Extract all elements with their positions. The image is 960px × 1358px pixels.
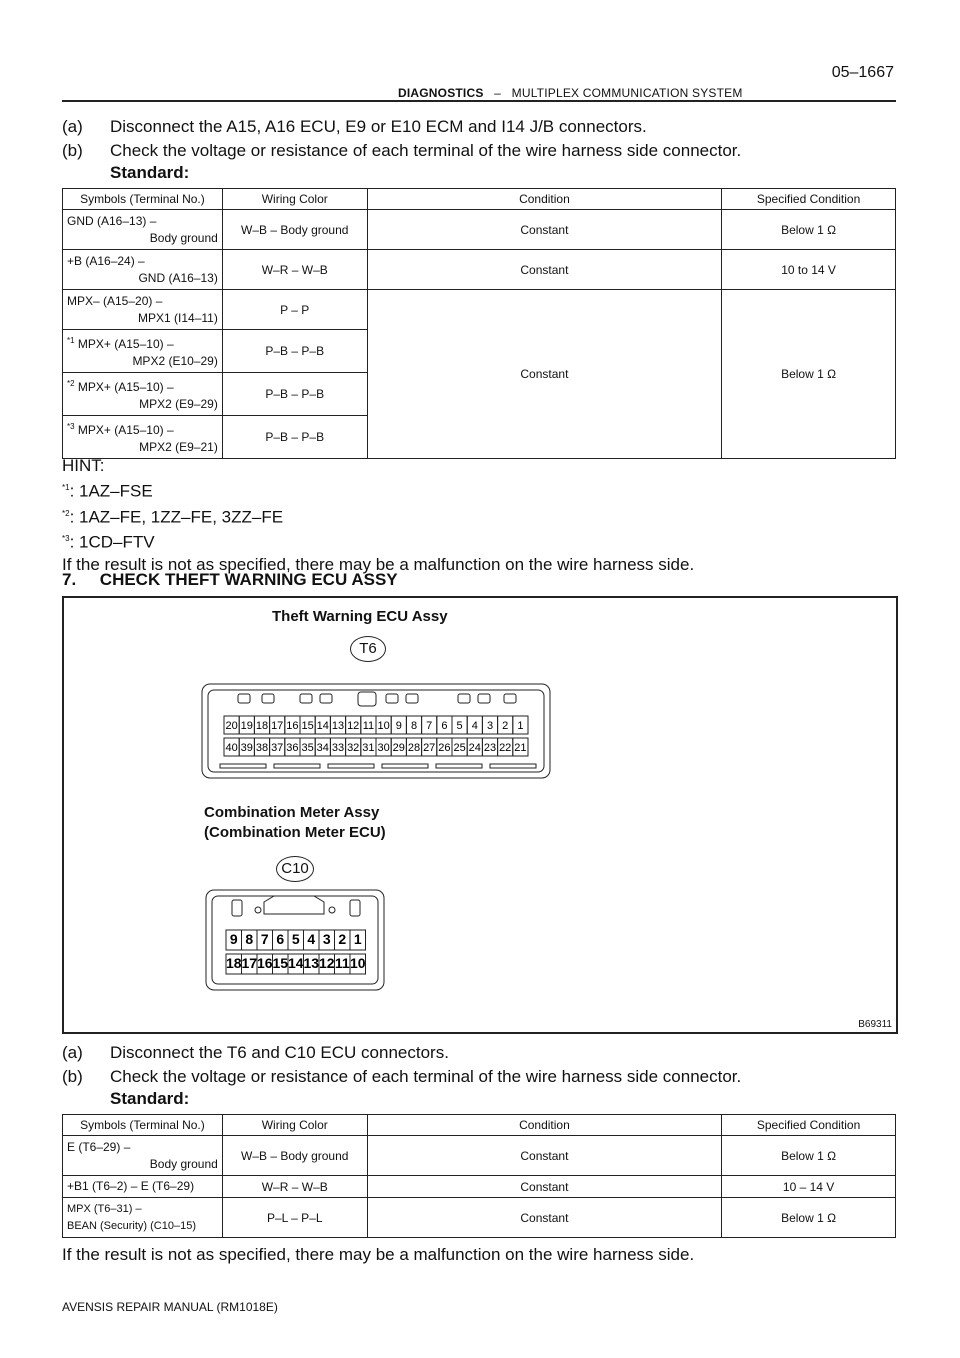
pin-label: 10 [349, 955, 366, 971]
pin-label: 8 [245, 931, 254, 947]
pin-label: 6 [276, 931, 285, 947]
c10-pin-row-bottom [226, 954, 366, 974]
connector-figure [62, 596, 898, 1034]
peg [255, 907, 261, 913]
pin-label: 8 [410, 720, 418, 732]
pin-label: 31 [362, 742, 375, 754]
table-row: MPX– (A15–20) – MPX1 (I14–11) P – P Constant Below 1 Ω [63, 290, 896, 330]
pin-label: 30 [377, 742, 390, 754]
pin-label: 22 [499, 742, 512, 754]
col-spec: Specified Condition [722, 189, 896, 210]
pin-label: 33 [331, 742, 345, 754]
latch-slot [386, 694, 398, 703]
rail [328, 764, 374, 768]
running-header [398, 86, 743, 100]
pin-label: 15 [301, 720, 314, 732]
pin-label: 25 [453, 742, 466, 754]
table-row: +B (A16–24) – GND (A16–13) W–R – W–B Constant 10 to 14 V [63, 250, 896, 290]
pin-label: 23 [483, 742, 497, 754]
footer: AVENSIS REPAIR MANUAL (RM1018E) [62, 1300, 278, 1314]
pin-label: 2 [338, 931, 347, 947]
center-key [358, 692, 376, 706]
pin-label: 26 [438, 742, 451, 754]
pin-label: 40 [225, 742, 238, 754]
c10-connector-drawing [204, 888, 386, 992]
pin-label: 35 [301, 742, 314, 754]
pin-label: 9 [229, 931, 238, 947]
pin-label: 11 [362, 720, 375, 732]
pin-label: 12 [347, 720, 360, 732]
lock-tab [264, 896, 324, 914]
pin-label: 13 [303, 955, 320, 971]
latch-slot [232, 900, 242, 916]
pin-label: 18 [225, 955, 242, 971]
pin-label: 36 [286, 742, 299, 754]
pin-label: 7 [260, 931, 269, 947]
pin-label: 11 [334, 955, 350, 971]
c10-latch [232, 896, 360, 916]
pin-label: 14 [316, 720, 329, 732]
col-symbols: Symbols (Terminal No.) [63, 189, 223, 210]
pin-label: 24 [468, 742, 481, 754]
merged-spec: Below 1 Ω [722, 290, 896, 459]
rail [382, 764, 428, 768]
pin-label: 20 [225, 720, 238, 732]
t6-pin-row-top [224, 716, 528, 734]
step-b2: (b) Check the voltage or resistance of each terminal of the wire harness side connector. [62, 1067, 742, 1086]
pin-label: 39 [240, 742, 253, 754]
latch-slot [504, 694, 516, 703]
standard-label-2: Standard: [110, 1089, 190, 1108]
table-row: GND (A16–13) – Body ground W–B – Body ground Constant Below 1 Ω [63, 210, 896, 250]
header-section: DIAGNOSTICS [398, 86, 484, 100]
hint-note-3: $^{*3}$: 1CD–FTV [62, 532, 155, 552]
pin-label: 6 [441, 720, 448, 732]
pin-label: 17 [241, 955, 258, 971]
step-a2: (a) Disconnect the T6 and C10 ECU connectors. [62, 1043, 449, 1062]
t6-latch-slots [238, 692, 516, 706]
hint-note-2: $^{*2}$: 1AZ–FE, 1ZZ–FE, 3ZZ–FE [62, 507, 284, 527]
latch-slot [350, 900, 360, 916]
step-b1: (b) Check the voltage or resistance of each terminal of the wire harness side connector. [62, 141, 742, 160]
pin-label: 3 [486, 720, 494, 732]
latch-slot [458, 694, 470, 703]
t6-code-badge: T6 [350, 636, 386, 662]
step-a1: (a) Disconnect the A15, A16 ECU, E9 or E10 ECM and I14 J/B connectors. [62, 117, 647, 136]
pin-label: 10 [377, 720, 390, 732]
rail [490, 764, 536, 768]
c10-code-badge: C10 [276, 856, 314, 882]
t6-pin-row-bottom [224, 738, 528, 756]
merged-condition: Constant [367, 290, 722, 459]
col-wiring: Wiring Color [222, 189, 367, 210]
pin-label: 9 [395, 720, 402, 732]
pin-label: 1 [517, 720, 524, 732]
latch-slot [478, 694, 490, 703]
pin-label: 16 [256, 955, 273, 971]
spec-table-2 [62, 1114, 896, 1238]
step-7-heading: 7. CHECK THEFT WARNING ECU ASSY [62, 570, 398, 589]
table-row: $^{*1}$ MPX+ (A15–10) – MPX2 (E10–29) P–B – P–B [63, 330, 896, 373]
latch-slot [262, 694, 274, 703]
pin-label: 14 [287, 955, 304, 971]
pin-label: 18 [255, 720, 269, 732]
latch-slot [238, 694, 250, 703]
pin-label: 16 [286, 720, 299, 732]
pin-label: 17 [271, 720, 284, 732]
hint-block [62, 455, 694, 576]
rail [436, 764, 482, 768]
header-subsection: MULTIPLEX COMMUNICATION SYSTEM [511, 86, 743, 100]
table-row: $^{*3}$ MPX+ (A15–10) – MPX2 (E9–21) P–B – P–B [63, 416, 896, 459]
pin-label: 29 [392, 742, 405, 754]
pin-label: 12 [318, 955, 335, 971]
rail [274, 764, 320, 768]
pin-label: 13 [331, 720, 345, 732]
pin-label: 38 [255, 742, 269, 754]
table-row: $^{*2}$ MPX+ (A15–10) – MPX2 (E9–29) P–B – P–B [63, 373, 896, 416]
rail [220, 764, 266, 768]
header-dash: – [494, 86, 502, 100]
c10-pin-row-top [226, 930, 366, 950]
pin-label: 5 [291, 931, 300, 947]
pin-label: 7 [426, 720, 433, 732]
standard-label-1: Standard: [110, 163, 190, 182]
pin-label: 4 [471, 720, 478, 732]
pin-label: 4 [307, 931, 316, 947]
table-row: +B1 (T6–2) – E (T6–29) W–R – W–B Constant 10 – 14 V [63, 1176, 896, 1198]
latch-slot [300, 694, 312, 703]
latch-slot [406, 694, 418, 703]
spec-table-1 [62, 188, 896, 459]
pin-label: 32 [347, 742, 360, 754]
pin-label: 5 [456, 720, 463, 732]
pin-label: 28 [407, 742, 421, 754]
t6-title: Theft Warning ECU Assy [272, 608, 448, 625]
pin-label: 27 [423, 742, 436, 754]
col-condition: Condition [367, 189, 722, 210]
pin-label: 2 [502, 720, 509, 732]
header-rule [62, 100, 896, 102]
pin-label: 34 [316, 742, 329, 754]
table-header-row: Symbols (Terminal No.) Wiring Color Condition Specified Condition [63, 1115, 896, 1136]
table-row: MPX (T6–31) – BEAN (Security) (C10–15) P–L – P–L Constant Below 1 Ω [63, 1198, 896, 1238]
result-2: If the result is not as specified, there may be a malfunction on the wire harness side. [62, 1245, 695, 1264]
latch-slot [320, 694, 332, 703]
pin-label: 1 [353, 931, 362, 947]
pin-label: 19 [240, 720, 253, 732]
pin-label: 3 [322, 931, 331, 947]
hint-title: HINT: [62, 456, 105, 475]
c10-title-1: Combination Meter Assy [204, 804, 380, 821]
page-number: 05–1667 [831, 64, 894, 81]
pin-label: 37 [271, 742, 284, 754]
peg [329, 907, 335, 913]
table-header-row [63, 189, 896, 210]
t6-bottom-rails [220, 764, 536, 768]
t6-connector-drawing [200, 682, 552, 782]
table-row: E (T6–29) – Body ground W–B – Body ground Constant Below 1 Ω [63, 1136, 896, 1176]
hint-result: If the result is not as specified, there may be a malfunction on the wire harness side. [62, 554, 695, 574]
pin-label: 21 [514, 742, 527, 754]
figure-id: B69311 [858, 1019, 892, 1030]
pin-label: 15 [272, 955, 289, 971]
hint-note-1: $^{*1}$: 1AZ–FSE [62, 481, 153, 501]
c10-title-2: (Combination Meter ECU) [204, 824, 386, 841]
